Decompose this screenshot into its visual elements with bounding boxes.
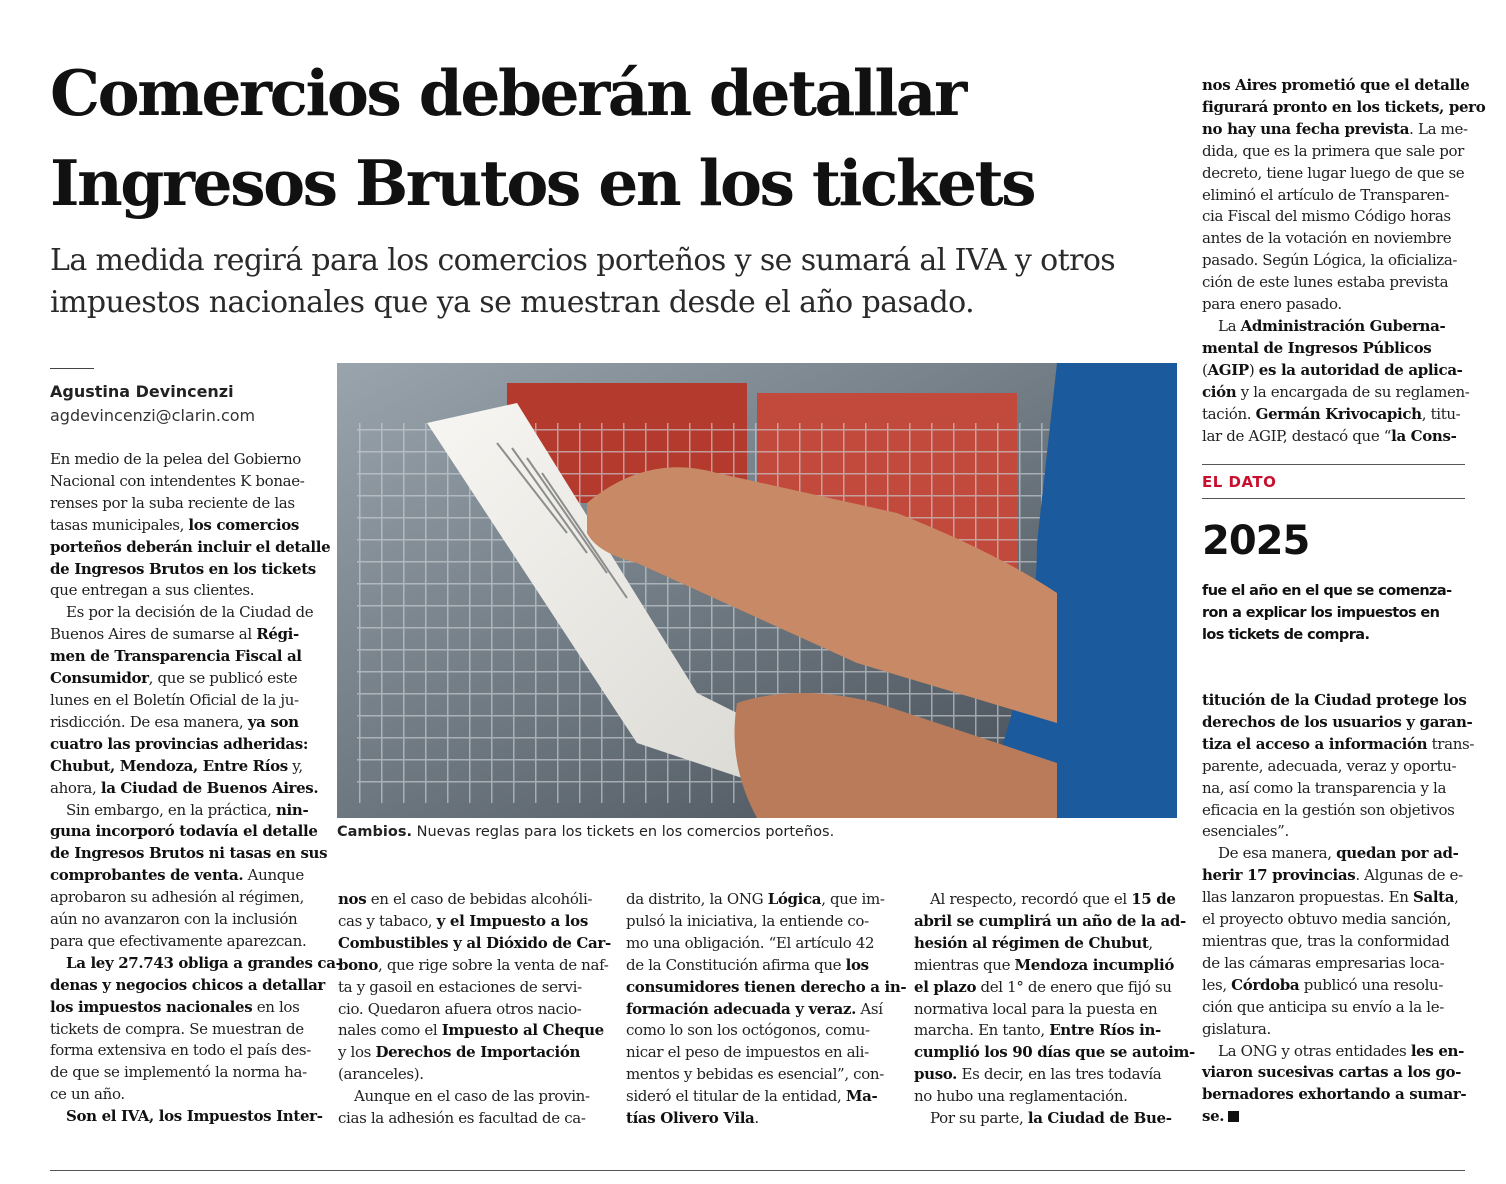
article-column-2 — [338, 889, 611, 1130]
article-text-line: decreto, tiene lugar luego de que se — [1202, 163, 1465, 182]
el-dato-text — [1202, 580, 1465, 646]
el-dato-label: EL DATO — [1202, 473, 1277, 491]
article-text-line: lar de AGIP, destacó que “la Cons- — [1202, 426, 1457, 445]
article-text-line: ahora, la Ciudad de Buenos Aires. — [50, 778, 319, 797]
article-text-line: forma extensiva en todo el país des- — [50, 1041, 311, 1060]
article-text-line: llas lanzaron propuestas. En Salta, — [1202, 888, 1459, 907]
article-text-line: cio. Quedaron afuera otros nacio- — [338, 999, 582, 1018]
article-text-line: de Ingresos Brutos en los tickets — [50, 559, 316, 578]
receipt-photo-illustration — [337, 363, 1177, 818]
page-bottom-rule — [50, 1170, 1465, 1171]
author-name: Agustina Devincenzi — [50, 382, 234, 401]
article-text-line: (aranceles). — [338, 1065, 424, 1084]
article-text-line: En medio de la pelea del Gobierno — [50, 450, 301, 468]
article-text-line: formación adecuada y veraz. Así — [626, 999, 883, 1018]
article-text-line: ción y la encargada de su reglamen- — [1202, 382, 1470, 401]
article-text-line: mientras que, tras la conformidad — [1202, 931, 1450, 950]
article-text-line: ce un año. — [50, 1085, 125, 1104]
article-column-3 — [626, 889, 907, 1130]
headline-line: Ingresos Brutos en los tickets — [50, 146, 1035, 220]
article-text-line: na, así como la transparencia y la — [1202, 778, 1447, 797]
article-text-line: cuatro las provincias adheridas: — [50, 734, 309, 753]
article-text-line: renses por la suba reciente de las — [50, 493, 295, 512]
photo-caption — [337, 824, 834, 840]
article-text-line: hesión al régimen de Chubut, — [914, 933, 1153, 952]
article-text-line: de la Constitución afirma que los — [626, 955, 869, 974]
article-text-line: abril se cumplirá un año de la ad- — [914, 911, 1186, 930]
article-text-line: tías Olivero Vila. — [626, 1109, 759, 1128]
article-column-4 — [914, 889, 1195, 1130]
article-text-line: tiza el acceso a información trans- — [1202, 734, 1475, 753]
article-text-line: sideró el titular de la entidad, Ma- — [626, 1087, 878, 1106]
article-text-line: titución de la Ciudad protege los — [1202, 691, 1467, 709]
article-text-line: ta y gasoil en estaciones de servi- — [338, 977, 582, 996]
article-text-line: antes de la votación en noviembre — [1202, 229, 1452, 248]
article-text-line: da distrito, la ONG Lógica, que im- — [626, 890, 885, 908]
article-text-line: no hay una fecha prevista. La me- — [1202, 119, 1468, 138]
headline — [50, 48, 1160, 228]
article-column-5-top — [1202, 75, 1486, 447]
article-text-line: mental de Ingresos Públicos — [1202, 338, 1432, 357]
article-text-line: gislatura. — [1202, 1019, 1271, 1038]
article-text-line: mo una obligación. “El artículo 42 — [626, 933, 875, 952]
article-text-line: ción que anticipa su envío a la le- — [1202, 997, 1444, 1016]
article-text-line: figurará pronto en los tickets, pero — [1202, 97, 1486, 116]
article-text-line: eliminó el artículo de Transparen- — [1202, 185, 1450, 204]
article-text-line: (AGIP) es la autoridad de aplica- — [1202, 360, 1463, 379]
article-text-line: nos en el caso de bebidas alcohóli- — [338, 890, 593, 908]
article-text-line: bernadores exhortando a sumar- — [1202, 1085, 1467, 1104]
el-dato-label-rule — [1202, 498, 1465, 499]
headline-line: Comercios deberán detallar — [50, 56, 965, 130]
article-text-line: Chubut, Mendoza, Entre Ríos y, — [50, 756, 303, 775]
article-text-line: nos Aires prometió que el detalle — [1202, 76, 1470, 94]
article-text-line: La ley 27.743 obliga a grandes ca- — [66, 953, 342, 972]
article-text-line: Son el IVA, los Impuestos Inter- — [66, 1107, 323, 1126]
article-text-line: nales como el Impuesto al Cheque — [338, 1021, 604, 1040]
article-text-line: Aunque en el caso de las provin- — [354, 1087, 590, 1106]
article-text-line: Por su parte, la Ciudad de Bue- — [930, 1109, 1172, 1128]
article-text-line: Al respecto, recordó que el 15 de — [930, 890, 1176, 908]
article-text-line: De esa manera, quedan por ad- — [1218, 844, 1459, 863]
article-text-line: aprobaron su adhesión al régimen, — [50, 888, 305, 907]
article-text-line: comprobantes de venta. Aunque — [50, 866, 304, 885]
article-text-line: puso. Es decir, en las tres todavía — [914, 1065, 1162, 1084]
article-text-line: el proyecto obtuvo media sanción, — [1202, 910, 1452, 929]
article-text-line: no hubo una reglamentación. — [914, 1087, 1128, 1106]
caption-label: Cambios. — [337, 824, 412, 840]
article-text-line: y los Derechos de Importación — [338, 1043, 581, 1062]
article-text-line: tación. Germán Krivocapich, titu- — [1202, 404, 1461, 423]
article-text-line: porteños deberán incluir el detalle — [50, 537, 331, 556]
article-text-line: se. — [1202, 1106, 1467, 1128]
article-text-line: Nacional con intendentes K bonae- — [50, 471, 305, 490]
article-text-line: cumplió los 90 días que se autoim- — [914, 1043, 1195, 1062]
article-text-line: cas y tabaco, y el Impuesto a los — [338, 911, 588, 930]
article-text-line: men de Transparencia Fiscal al — [50, 647, 302, 666]
article-text-line: tickets de compra. Se muestran de — [50, 1019, 304, 1038]
article-text-line: cias la adhesión es facultad de ca- — [338, 1109, 586, 1128]
article-text-line: para enero pasado. — [1202, 295, 1342, 314]
article-text-line: aún no avanzaron con la inclusión — [50, 910, 298, 929]
caption-text: Nuevas reglas para los tickets en los comercios porteños. — [412, 824, 835, 840]
article-text-line: esenciales”. — [1202, 822, 1289, 841]
subheadline — [50, 240, 1150, 324]
article-text-line: Sin embargo, en la práctica, nin- — [66, 800, 309, 819]
el-dato-text-line: fue el año en el que se comenza- — [1202, 583, 1452, 599]
el-dato-text-line: ron a explicar los impuestos en — [1202, 605, 1440, 621]
article-text-line: guna incorporó todavía el detalle — [50, 822, 318, 841]
article-text-line: como lo son los octógonos, comu- — [626, 1021, 870, 1040]
article-text-line: de Ingresos Brutos ni tasas en sus — [50, 844, 328, 863]
article-text-line: de que se implementó la norma ha- — [50, 1063, 307, 1082]
article-text-line: mientras que Mendoza incumplió — [914, 955, 1174, 974]
byline-divider — [50, 368, 94, 369]
article-text-line: cia Fiscal del mismo Código horas — [1202, 207, 1451, 226]
article-text-line: ción de este lunes estaba prevista — [1202, 273, 1449, 292]
article-text-line: dida, que es la primera que sale por — [1202, 141, 1464, 160]
article-text-line: pasado. Según Lógica, la oficializa- — [1202, 251, 1458, 270]
article-text-line: marcha. En tanto, Entre Ríos in- — [914, 1021, 1161, 1040]
el-dato-number: 2025 — [1202, 518, 1310, 564]
article-text-line: de las cámaras empresarias loca- — [1202, 953, 1445, 972]
article-text-line: normativa local para la puesta en — [914, 999, 1158, 1018]
article-text-line: los impuestos nacionales en los — [50, 997, 300, 1016]
article-text-line: denas y negocios chicos a detallar — [50, 975, 325, 994]
article-text-line: La Administración Guberna- — [1218, 316, 1446, 335]
article-text-line: les, Córdoba publicó una resolu- — [1202, 975, 1444, 994]
article-text-line: herir 17 provincias. Algunas de e- — [1202, 866, 1463, 885]
article-text-line: viaron sucesivas cartas a los go- — [1202, 1063, 1461, 1082]
article-column-5-bottom — [1202, 690, 1475, 1128]
article-text-line: consumidores tienen derecho a in- — [626, 977, 907, 996]
article-text-line: Consumidor, que se publicó este — [50, 669, 298, 688]
subheadline-line: La medida regirá para los comercios porteños y se sumará al IVA y otros — [50, 243, 1116, 278]
end-of-article-square-icon — [1228, 1111, 1239, 1122]
article-text-line: lunes en el Boletín Oficial de la ju- — [50, 690, 299, 709]
article-text-line: para que efectivamente aparezcan. — [50, 931, 307, 950]
el-dato-top-rule — [1202, 464, 1465, 465]
article-text-line: mentos y bebidas es esencial”, con- — [626, 1065, 884, 1084]
article-text-line: risdicción. De esa manera, ya son — [50, 712, 299, 731]
article-text-line: que entregan a sus clientes. — [50, 581, 255, 600]
article-text-line: parente, adecuada, veraz y oportu- — [1202, 756, 1457, 775]
article-text-line: bono, que rige sobre la venta de naf- — [338, 955, 609, 974]
article-text-line: Buenos Aires de sumarse al Régi- — [50, 625, 299, 644]
article-text-line: pulsó la iniciativa, la entiende co- — [626, 911, 869, 930]
article-photo — [337, 363, 1177, 818]
article-text-line: Combustibles y al Dióxido de Car- — [338, 933, 611, 952]
article-text-line: La ONG y otras entidades les en- — [1218, 1041, 1464, 1060]
article-text-line: el plazo del 1° de enero que fijó su — [914, 977, 1172, 996]
author-email: agdevincenzi@clarin.com — [50, 406, 256, 425]
article-text-line: Es por la decisión de la Ciudad de — [66, 603, 314, 622]
article-text-line: tasas municipales, los comercios — [50, 515, 299, 534]
subheadline-line: impuestos nacionales que ya se muestran desde el año pasado. — [50, 285, 975, 320]
article-text-line: derechos de los usuarios y garan- — [1202, 712, 1473, 731]
article-text-line: nicar el peso de impuestos en ali- — [626, 1043, 869, 1062]
article-column-1 — [50, 449, 342, 1128]
el-dato-text-line: los tickets de compra. — [1202, 627, 1370, 643]
article-text-line: eficacia en la gestión son objetivos — [1202, 800, 1455, 819]
